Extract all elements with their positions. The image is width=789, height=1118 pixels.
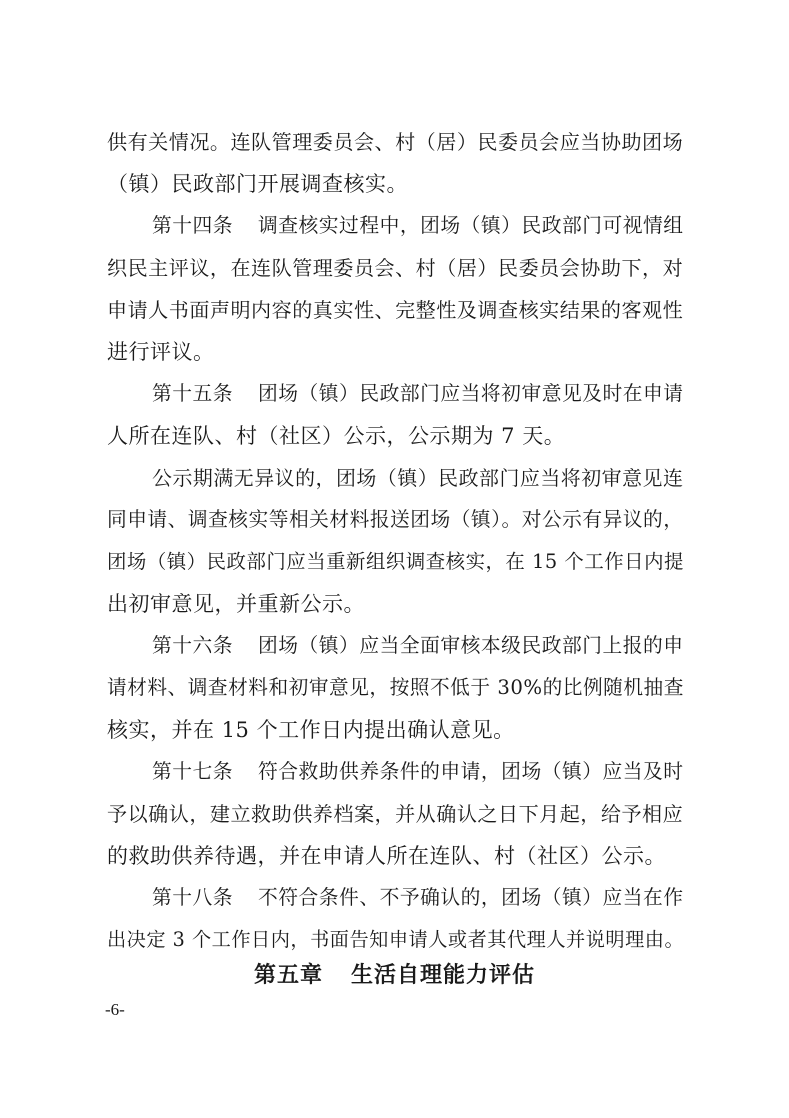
paragraph-line <box>0 500 789 540</box>
paragraph-line <box>0 458 789 498</box>
body-text: 出初审意见，并重新公示。 <box>107 592 365 616</box>
body-text: 予以确认，建立救助供养档案，并从确认之日下月起，给予相应 <box>107 802 684 826</box>
paragraph-line <box>0 290 789 330</box>
chapter-number: 第五章 <box>253 963 323 988</box>
article-number: 第十四条 <box>152 214 234 237</box>
chapter-heading <box>0 958 789 989</box>
paragraph-line <box>0 416 789 456</box>
body-text: 织民主评议，在连队管理委员会、村（居）民委员会协助下，对 <box>107 256 684 280</box>
body-text: 请材料、调查材料和初审意见，按照不低于 30%的比例随机抽查 <box>107 676 684 699</box>
body-text: 申请人书面声明内容的真实性、完整性及调查核实结果的客观性 <box>107 298 684 322</box>
body-text: 进行评议。 <box>107 340 215 364</box>
paragraph-line <box>0 164 789 204</box>
paragraph-line <box>0 794 789 834</box>
body-text: 团场（镇）民政部门应当重新组织调查核实，在 15 个工作日内提 <box>107 550 684 573</box>
paragraph-line <box>0 122 789 162</box>
paragraph-line <box>0 584 789 624</box>
paragraph-line <box>0 878 789 918</box>
body-text: 团场（镇）民政部门应当将初审意见及时在申请 <box>258 382 684 405</box>
body-text: 公示期满无异议的，团场（镇）民政部门应当将初审意见连 <box>152 466 684 490</box>
article-number: 第十八条 <box>152 886 234 909</box>
paragraph-line <box>0 626 789 666</box>
body-text: 不符合条件、不予确认的，团场（镇）应当在作 <box>258 886 684 909</box>
paragraph-line <box>0 920 789 960</box>
body-text: 调查核实过程中，团场（镇）民政部门可视情组 <box>258 214 684 237</box>
body-text: 核实，并在 15 个工作日内提出确认意见。 <box>107 718 515 742</box>
paragraph-line <box>0 752 789 792</box>
article-number: 第十六条 <box>152 634 234 657</box>
paragraph-line <box>0 248 789 288</box>
body-text: （镇）民政部门开展调查核实。 <box>107 172 408 196</box>
paragraph-line <box>0 206 789 246</box>
body-text: 供有关情况。连队管理委员会、村（居）民委员会应当协助团场 <box>107 130 684 154</box>
body-text: 团场（镇）应当全面审核本级民政部门上报的申 <box>258 634 684 657</box>
body-text: 人所在连队、村（社区）公示，公示期为 7 天。 <box>107 424 566 448</box>
paragraph-line <box>0 374 789 414</box>
paragraph-line <box>0 710 789 750</box>
paragraph-line <box>0 668 789 708</box>
page-number: -6- <box>105 1000 125 1019</box>
paragraph-line <box>0 332 789 372</box>
article-number: 第十七条 <box>152 760 234 783</box>
article-number: 第十五条 <box>152 382 234 405</box>
paragraph-line <box>0 542 789 582</box>
body-text: 的救助供养待遇，并在申请人所在连队、村（社区）公示。 <box>107 844 666 868</box>
body-text: 符合救助供养条件的申请，团场（镇）应当及时 <box>258 760 684 783</box>
body-text: 同申请、调查核实等相关材料报送团场（镇）。对公示有异议的， <box>107 508 684 531</box>
paragraph-line <box>0 836 789 876</box>
body-text: 出决定 3 个工作日内，书面告知申请人或者其代理人并说明理由。 <box>107 928 685 951</box>
chapter-title: 生活自理能力评估 <box>351 963 536 988</box>
